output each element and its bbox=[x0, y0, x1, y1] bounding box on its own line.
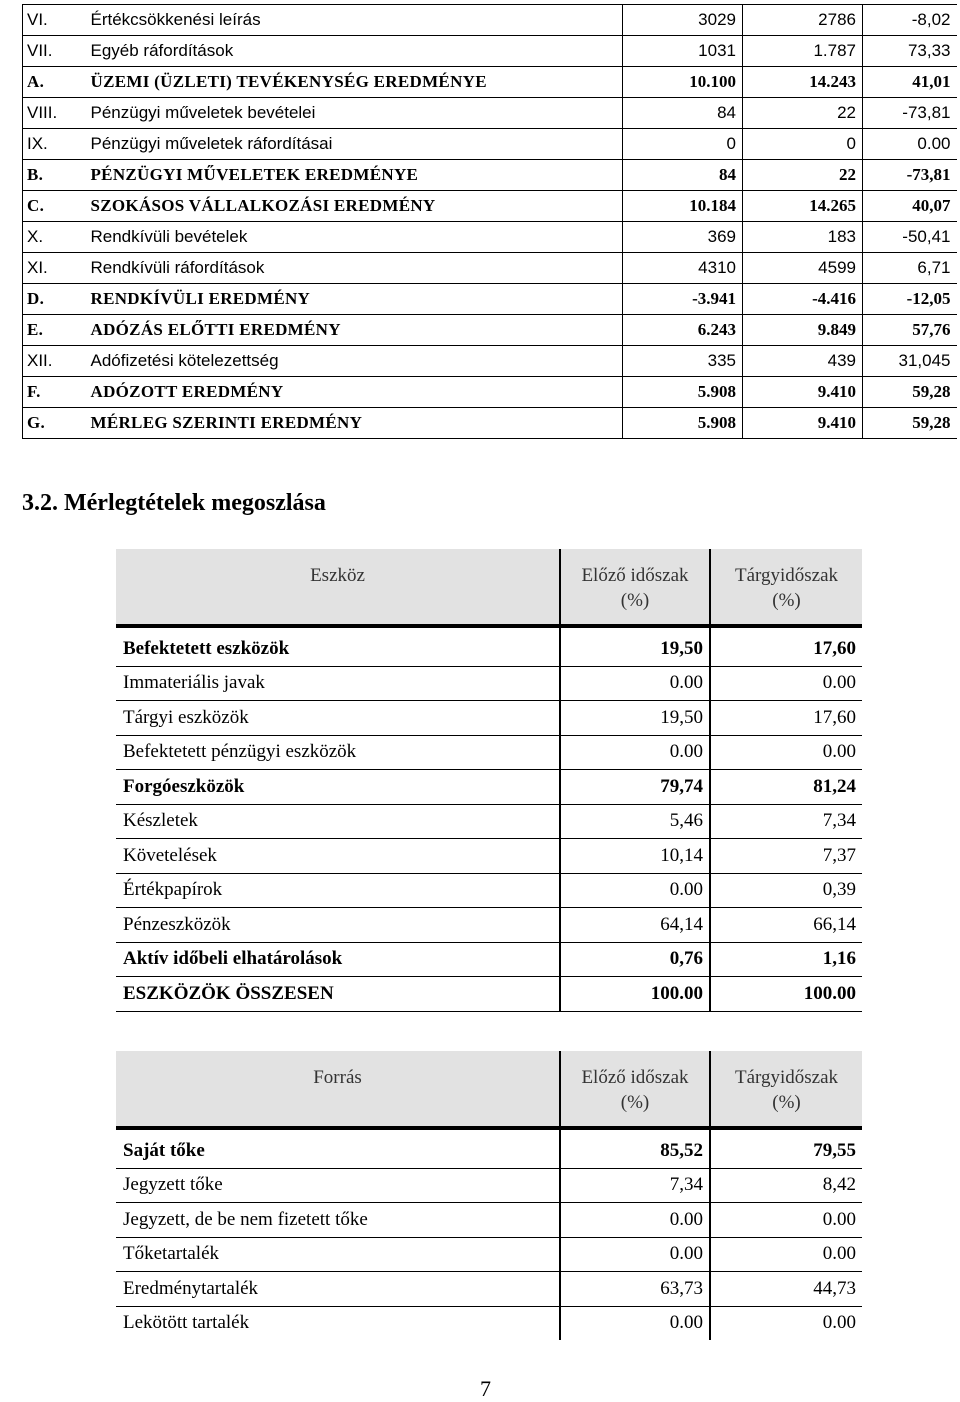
value-previous: 5.908 bbox=[623, 377, 743, 408]
header-current-period: Tárgyidőszak (%) bbox=[710, 1051, 862, 1128]
income-row bbox=[23, 129, 957, 160]
item-name: Saját tőke bbox=[116, 1128, 560, 1168]
value-previous: 0 bbox=[623, 129, 743, 160]
row-code: A. bbox=[23, 67, 85, 98]
row-label: MÉRLEG SZERINTI EREDMÉNY bbox=[90, 413, 363, 432]
table-row bbox=[116, 1306, 862, 1340]
value-current: 22 bbox=[743, 98, 863, 129]
value-current: 14.265 bbox=[743, 191, 863, 222]
header-previous-period: Előző időszak (%) bbox=[560, 1051, 710, 1128]
table-row bbox=[116, 626, 862, 666]
value-current: 9.410 bbox=[743, 377, 863, 408]
table-row bbox=[116, 1203, 862, 1238]
item-name: Aktív időbeli elhatárolások bbox=[116, 942, 560, 977]
value-previous: 10.184 bbox=[623, 191, 743, 222]
row-label: SZOKÁSOS VÁLLALKOZÁSI EREDMÉNY bbox=[90, 196, 436, 215]
row-label: ADÓZÁS ELŐTTI EREDMÉNY bbox=[90, 320, 341, 339]
percent-current: 0.00 bbox=[710, 1203, 862, 1238]
value-change: 6,71 bbox=[863, 253, 957, 284]
percent-previous: 7,34 bbox=[560, 1168, 710, 1203]
item-name: Készletek bbox=[116, 804, 560, 839]
row-label: ÜZEMI (ÜZLETI) TEVÉKENYSÉG EREDMÉNYE bbox=[90, 72, 487, 91]
row-label: Pénzügyi műveletek bevételei bbox=[90, 103, 316, 122]
percent-current: 0.00 bbox=[710, 1306, 862, 1340]
percent-previous: 64,14 bbox=[560, 908, 710, 943]
row-code: VII. bbox=[23, 36, 85, 67]
table-row bbox=[116, 1272, 862, 1307]
row-label: Értékcsökkenési leírás bbox=[90, 10, 261, 29]
item-name: Követelések bbox=[116, 839, 560, 874]
header-current-period: Tárgyidőszak (%) bbox=[710, 549, 862, 626]
percent-previous: 19,50 bbox=[560, 626, 710, 666]
value-change: 31,045 bbox=[863, 346, 957, 377]
value-previous: 4310 bbox=[623, 253, 743, 284]
income-row bbox=[23, 253, 957, 284]
item-name: Tárgyi eszközök bbox=[116, 701, 560, 736]
percent-current: 0.00 bbox=[710, 1237, 862, 1272]
percent-current: 7,37 bbox=[710, 839, 862, 874]
item-name: Lekötött tartalék bbox=[123, 1312, 250, 1334]
row-label: Rendkívüli bevételek bbox=[90, 227, 248, 246]
table-row bbox=[116, 908, 862, 943]
percent-current: 79,55 bbox=[710, 1128, 862, 1168]
table-row bbox=[116, 1168, 862, 1203]
percent-current: 1,16 bbox=[710, 942, 862, 977]
item-name: ESZKÖZÖK ÖSSZESEN bbox=[116, 977, 560, 1012]
value-change: 40,07 bbox=[863, 191, 957, 222]
row-code: C. bbox=[23, 191, 85, 222]
table-row bbox=[116, 977, 862, 1012]
value-change: 59,28 bbox=[863, 377, 957, 408]
value-change: -73,81 bbox=[863, 160, 957, 191]
income-row bbox=[23, 5, 957, 36]
header-previous-period: Előző időszak (%) bbox=[560, 549, 710, 626]
row-label: RENDKÍVÜLI EREDMÉNY bbox=[90, 289, 311, 308]
row-label: Adófizetési kötelezettség bbox=[90, 351, 279, 370]
percent-current: 0.00 bbox=[710, 735, 862, 770]
value-change: 59,28 bbox=[863, 408, 957, 439]
table-row bbox=[116, 666, 862, 701]
table-row bbox=[116, 804, 862, 839]
value-previous: 335 bbox=[623, 346, 743, 377]
percent-current: 66,14 bbox=[710, 908, 862, 943]
income-row bbox=[23, 377, 957, 408]
value-current: 22 bbox=[743, 160, 863, 191]
percent-current: 17,60 bbox=[710, 626, 862, 666]
sources-distribution-table bbox=[116, 1051, 862, 1340]
value-current: 4599 bbox=[743, 253, 863, 284]
page-number: 7 bbox=[480, 1376, 491, 1401]
row-code: G. bbox=[23, 408, 85, 439]
value-previous: 10.100 bbox=[623, 67, 743, 98]
income-row bbox=[23, 160, 957, 191]
table-row bbox=[116, 839, 862, 874]
row-code: E. bbox=[23, 315, 85, 346]
income-row bbox=[23, 315, 957, 346]
value-current: 9.849 bbox=[743, 315, 863, 346]
header-asset: Eszköz bbox=[116, 549, 560, 626]
row-code: D. bbox=[23, 284, 85, 315]
percent-current: 7,34 bbox=[710, 804, 862, 839]
income-row bbox=[23, 222, 957, 253]
row-code: XII. bbox=[23, 346, 85, 377]
row-code: VIII. bbox=[23, 98, 85, 129]
item-name: Jegyzett tőke bbox=[116, 1168, 560, 1203]
percent-previous: 0.00 bbox=[560, 666, 710, 701]
income-row bbox=[23, 98, 957, 129]
percent-previous: 10,14 bbox=[560, 839, 710, 874]
value-previous: 1031 bbox=[623, 36, 743, 67]
value-current: 2786 bbox=[743, 5, 863, 36]
value-previous: 6.243 bbox=[623, 315, 743, 346]
percent-previous: 100.00 bbox=[560, 977, 710, 1012]
item-name: Tőketartalék bbox=[116, 1237, 560, 1272]
percent-current: 17,60 bbox=[710, 701, 862, 736]
value-current: 9.410 bbox=[743, 408, 863, 439]
income-row bbox=[23, 408, 957, 439]
percent-previous: 79,74 bbox=[560, 770, 710, 805]
row-label: Pénzügyi műveletek ráfordításai bbox=[90, 134, 333, 153]
value-previous: 84 bbox=[623, 160, 743, 191]
value-current: 1.787 bbox=[743, 36, 863, 67]
value-change: -8,02 bbox=[863, 5, 957, 36]
table-header-row bbox=[116, 549, 862, 626]
row-code: F. bbox=[23, 377, 85, 408]
value-previous: 5.908 bbox=[623, 408, 743, 439]
percent-current: 44,73 bbox=[710, 1272, 862, 1307]
table-row bbox=[116, 701, 862, 736]
section-title: 3.2. Mérlegtételek megoszlása bbox=[22, 490, 326, 516]
income-row bbox=[23, 67, 957, 98]
percent-previous: 0,76 bbox=[560, 942, 710, 977]
value-change: 0.00 bbox=[863, 129, 957, 160]
income-row bbox=[23, 36, 957, 67]
income-statement-table bbox=[22, 4, 957, 439]
value-previous: -3.941 bbox=[623, 284, 743, 315]
table-row bbox=[116, 1237, 862, 1272]
item-name: Eredménytartalék bbox=[116, 1272, 560, 1307]
item-name: Forgóeszközök bbox=[116, 770, 560, 805]
value-change: 73,33 bbox=[863, 36, 957, 67]
table-row bbox=[116, 1128, 862, 1168]
value-current: 183 bbox=[743, 222, 863, 253]
percent-previous: 0.00 bbox=[560, 873, 710, 908]
value-previous: 84 bbox=[623, 98, 743, 129]
percent-current: 81,24 bbox=[710, 770, 862, 805]
percent-previous: 5,46 bbox=[560, 804, 710, 839]
percent-previous: 63,73 bbox=[560, 1272, 710, 1307]
value-previous: 3029 bbox=[623, 5, 743, 36]
percent-current: 8,42 bbox=[710, 1168, 862, 1203]
value-current: -4.416 bbox=[743, 284, 863, 315]
row-code: X. bbox=[23, 222, 85, 253]
value-change: -73,81 bbox=[863, 98, 957, 129]
header-source: Forrás bbox=[116, 1051, 560, 1128]
percent-previous: 85,52 bbox=[560, 1128, 710, 1168]
percent-previous: 0.00 bbox=[560, 1306, 710, 1340]
percent-previous: 19,50 bbox=[560, 701, 710, 736]
value-change: 57,76 bbox=[863, 315, 957, 346]
item-name: Pénzeszközök bbox=[116, 908, 560, 943]
row-label: Egyéb ráfordítások bbox=[90, 41, 234, 60]
percent-previous: 0.00 bbox=[560, 1203, 710, 1238]
value-change: -12,05 bbox=[863, 284, 957, 315]
table-row bbox=[116, 873, 862, 908]
value-current: 439 bbox=[743, 346, 863, 377]
table-header-row bbox=[116, 1051, 862, 1128]
item-name: Jegyzett, de be nem fizetett tőke bbox=[116, 1203, 560, 1238]
value-current: 14.243 bbox=[743, 67, 863, 98]
item-name: Immateriális javak bbox=[116, 666, 560, 701]
row-code: XI. bbox=[23, 253, 85, 284]
percent-current: 100.00 bbox=[710, 977, 862, 1012]
value-change: -50,41 bbox=[863, 222, 957, 253]
assets-distribution-table bbox=[116, 549, 862, 1012]
row-code: IX. bbox=[23, 129, 85, 160]
row-label: ADÓZOTT EREDMÉNY bbox=[90, 382, 284, 401]
percent-current: 0.00 bbox=[710, 666, 862, 701]
value-change: 41,01 bbox=[863, 67, 957, 98]
value-current: 0 bbox=[743, 129, 863, 160]
table-row bbox=[116, 770, 862, 805]
percent-current: 0,39 bbox=[710, 873, 862, 908]
percent-previous: 0.00 bbox=[560, 1237, 710, 1272]
row-label: PÉNZÜGYI MŰVELETEK EREDMÉNYE bbox=[90, 165, 419, 184]
percent-previous: 0.00 bbox=[560, 735, 710, 770]
item-name: Értékpapírok bbox=[116, 873, 560, 908]
row-code: B. bbox=[23, 160, 85, 191]
item-name: Befektetett eszközök bbox=[116, 626, 560, 666]
income-row bbox=[23, 191, 957, 222]
income-row bbox=[23, 346, 957, 377]
table-row bbox=[116, 735, 862, 770]
item-name: Befektetett pénzügyi eszközök bbox=[116, 735, 560, 770]
row-code: VI. bbox=[23, 5, 85, 36]
income-row bbox=[23, 284, 957, 315]
table-row bbox=[116, 942, 862, 977]
row-label: Rendkívüli ráfordítások bbox=[90, 258, 265, 277]
value-previous: 369 bbox=[623, 222, 743, 253]
